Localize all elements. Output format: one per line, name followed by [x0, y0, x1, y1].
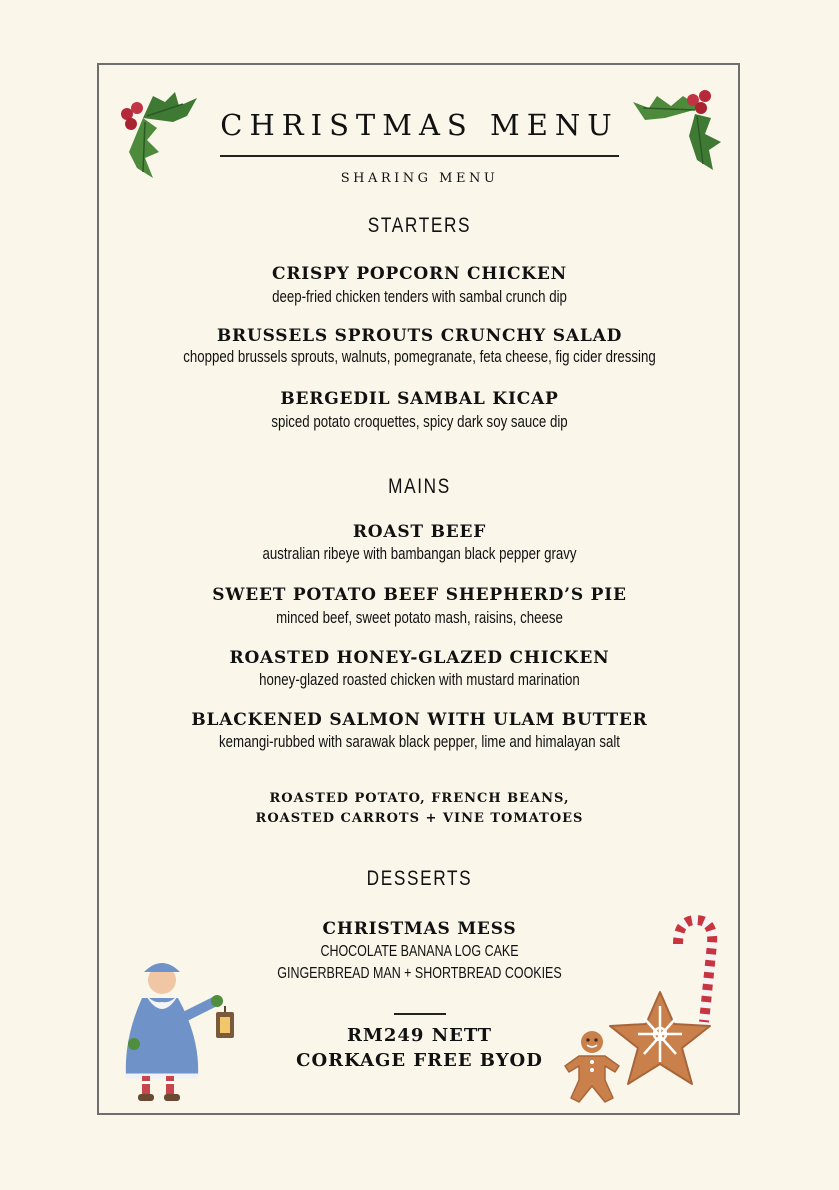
dessert-name: CHRISTMAS MESS	[322, 919, 517, 939]
price-divider	[394, 1013, 446, 1015]
sides-line: ROASTED POTATO, FRENCH BEANS,	[269, 791, 570, 806]
gingerbread-man-icon	[561, 1028, 623, 1104]
menu-item-name: ROAST BEEF	[352, 522, 487, 542]
menu-item-name: BRUSSELS SPROUTS CRUNCHY SALAD	[216, 326, 623, 346]
section-heading-desserts: DESSERTS	[366, 867, 473, 890]
menu-item-description: deep-fried chicken tenders with sambal crunch dip	[272, 287, 567, 306]
menu-item-name: ROASTED HONEY-GLAZED CHICKEN	[229, 648, 610, 668]
dessert-line: CHOCOLATE BANANA LOG CAKE	[320, 943, 519, 960]
dessert-line: GINGERBREAD MAN + SHORTBREAD COOKIES	[277, 965, 562, 982]
price-label: RM249 NETT	[346, 1025, 493, 1046]
menu-item-description: kemangi-rubbed with sarawak black pepper, lime and himalayan salt	[219, 732, 620, 751]
menu-item-name: CRISPY POPCORN CHICKEN	[272, 264, 567, 284]
menu-item-description: chopped brussels sprouts, walnuts, pomegranate, feta cheese, fig cider dressing	[183, 347, 656, 366]
section-heading-mains: MAINS	[388, 475, 451, 498]
menu-item-description: honey-glazed roasted chicken with mustard marination	[259, 670, 580, 689]
menu-item-name: BLACKENED SALMON WITH ULAM BUTTER	[191, 710, 648, 730]
title-divider	[220, 155, 619, 157]
menu-subtitle: SHARING MENU	[340, 171, 499, 186]
menu-title: CHRISTMAS MENU	[220, 108, 619, 142]
menu-item-description: minced beef, sweet potato mash, raisins, cheese	[276, 608, 563, 627]
corkage-label: CORKAGE FREE BYOD	[296, 1050, 543, 1071]
menu-item-name: BERGEDIL SAMBAL KICAP	[280, 389, 559, 409]
menu-item-description: spiced potato croquettes, spicy dark soy sauce dip	[271, 412, 568, 431]
sides-line: ROASTED CARROTS + VINE TOMATOES	[255, 811, 584, 826]
santa-icon	[116, 958, 242, 1104]
section-heading-starters: STARTERS	[367, 214, 472, 237]
menu-item-description: australian ribeye with bambangan black pepper gravy	[262, 544, 577, 563]
menu-item-name: SWEET POTATO BEEF SHEPHERD’S PIE	[212, 585, 627, 605]
